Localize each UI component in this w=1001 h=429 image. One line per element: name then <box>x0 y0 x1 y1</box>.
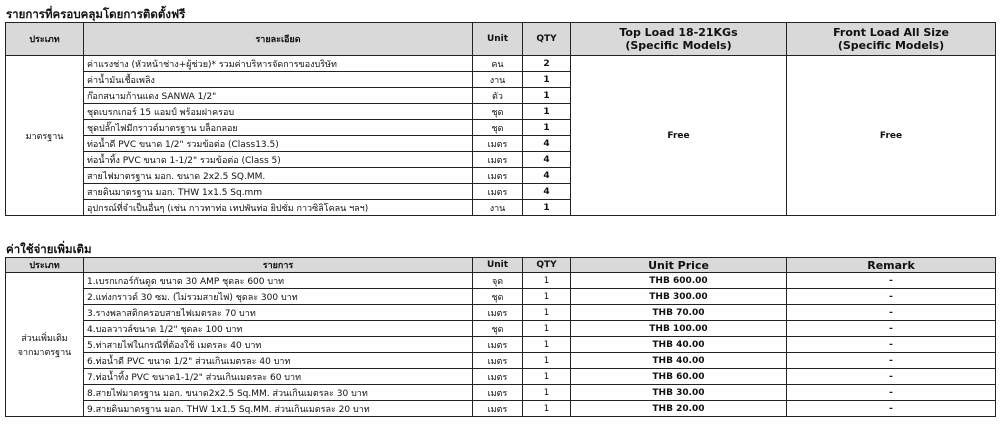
header-top-load-line2: (Specific Models) <box>625 39 732 52</box>
detail-cell: ชุดปลั๊กไฟมีกราวด์มาตรฐาน บล็อกลอย <box>84 120 473 136</box>
table-row <box>6 369 996 385</box>
unit-cell: เมตร <box>473 305 523 321</box>
unit-cell: เมตร <box>473 168 523 184</box>
table-row <box>6 401 996 417</box>
qty-cell: 1 <box>523 88 571 104</box>
qty-cell: 1 <box>523 369 571 385</box>
detail-cell: สายไฟมาตรฐาน มอก. ขนาด 2x2.5 SQ.MM. <box>84 168 473 184</box>
qty-cell: 4 <box>523 152 571 168</box>
qty-cell: 1 <box>523 273 571 289</box>
front-load-value: Free <box>787 56 996 216</box>
qty-cell: 1 <box>523 305 571 321</box>
price-cell: THB 40.00 <box>571 353 787 369</box>
qty-cell: 1 <box>523 385 571 401</box>
unit-cell: ชุด <box>473 104 523 120</box>
top-load-value: Free <box>571 56 787 216</box>
item-cell: 6.ท่อน้ำดี PVC ขนาด 1/2" ส่วนเกินเมตรละ 40 บาท <box>84 353 473 369</box>
unit-cell: เมตร <box>473 337 523 353</box>
unit-cell: ชุด <box>473 321 523 337</box>
detail-cell: อุปกรณ์ที่จำเป็นอื่นๆ (เช่น กาวทาท่อ เทปพันท่อ ยิปซั่ม กาวซิลิโคลน ฯลฯ) <box>84 200 473 216</box>
unit-cell: งาน <box>473 72 523 88</box>
remark-cell: - <box>787 321 996 337</box>
unit-cell: ตัว <box>473 88 523 104</box>
remark-cell: - <box>787 385 996 401</box>
table-header-row <box>6 258 996 273</box>
item-cell: 4.บอลวาวล์ขนาด 1/2" ชุดละ 100 บาท <box>84 321 473 337</box>
remark-cell: - <box>787 369 996 385</box>
qty-cell: 2 <box>523 56 571 72</box>
price-cell: THB 20.00 <box>571 401 787 417</box>
table-row <box>6 337 996 353</box>
qty-cell: 1 <box>523 401 571 417</box>
item-cell: 1.เบรกเกอร์กันดูด ขนาด 30 AMP ชุดละ 600 บาท <box>84 273 473 289</box>
category-cell <box>6 273 84 417</box>
header-unit-price: Unit Price <box>571 258 787 273</box>
item-cell: 5.ท่าสายไฟในกรณีที่ต้องใช้ เมตรละ 40 บาท <box>84 337 473 353</box>
detail-cell: ก๊อกสนามก้านแดง SANWA 1/2" <box>84 88 473 104</box>
unit-cell: เมตร <box>473 369 523 385</box>
table-row <box>6 353 996 369</box>
category-cell: มาตรฐาน <box>6 56 84 216</box>
price-cell: THB 40.00 <box>571 337 787 353</box>
qty-cell: 1 <box>523 337 571 353</box>
detail-cell: ค่าน้ำมันเชื้อเพลิง <box>84 72 473 88</box>
header-top-load <box>571 23 787 56</box>
unit-cell: ชุด <box>473 289 523 305</box>
additional-cost-table <box>5 257 996 417</box>
section2-title: ค่าใช้จ่ายเพิ่มเติม <box>6 242 92 256</box>
unit-cell: เมตร <box>473 401 523 417</box>
unit-cell: เมตร <box>473 184 523 200</box>
table-row <box>6 305 996 321</box>
unit-cell: เมตร <box>473 136 523 152</box>
qty-cell: 4 <box>523 168 571 184</box>
price-cell: THB 300.00 <box>571 289 787 305</box>
qty-cell: 1 <box>523 289 571 305</box>
item-cell: 3.รางพลาสติกครอบสายไฟเมตรละ 70 บาท <box>84 305 473 321</box>
unit-cell: เมตร <box>473 152 523 168</box>
qty-cell: 1 <box>523 200 571 216</box>
item-cell: 9.สายดินมาตรฐาน มอก. THW 1x1.5 Sq.MM. ส่วนเกินเมตรละ 20 บาท <box>84 401 473 417</box>
price-cell: THB 100.00 <box>571 321 787 337</box>
qty-cell: 4 <box>523 184 571 200</box>
unit-cell: เมตร <box>473 353 523 369</box>
remark-cell: - <box>787 337 996 353</box>
category-line1: ส่วนเพิ่มเติม <box>21 333 68 344</box>
table-row <box>6 289 996 305</box>
detail-cell: ชุดเบรกเกอร์ 15 แอมป์ พร้อมฝาครอบ <box>84 104 473 120</box>
unit-cell: ชุด <box>473 120 523 136</box>
remark-cell: - <box>787 289 996 305</box>
remark-cell: - <box>787 305 996 321</box>
detail-cell: ท่อน้ำทิ้ง PVC ขนาด 1-1/2" รวมข้อต่อ (Class 5) <box>84 152 473 168</box>
remark-cell: - <box>787 273 996 289</box>
item-cell: 8.สายไฟมาตรฐาน มอก. ขนาด2x2.5 Sq.MM. ส่วนเกินเมตรละ 30 บาท <box>84 385 473 401</box>
item-cell: 7.ท่อน้ำทิ้ง PVC ขนาด1-1/2" ส่วนเกินเมตรละ 60 บาท <box>84 369 473 385</box>
qty-cell: 1 <box>523 353 571 369</box>
header-remark: Remark <box>787 258 996 273</box>
detail-cell: ท่อน้ำดี PVC ขนาด 1/2" รวมข้อต่อ (Class13.5) <box>84 136 473 152</box>
qty-cell: 4 <box>523 136 571 152</box>
header-item: รายการ <box>84 258 473 273</box>
header-qty: QTY <box>523 258 571 273</box>
header-type: ประเภท <box>6 23 84 56</box>
price-cell: THB 30.00 <box>571 385 787 401</box>
table-row <box>6 385 996 401</box>
header-front-load <box>787 23 996 56</box>
table-row <box>6 321 996 337</box>
header-detail: รายละเอียด <box>84 23 473 56</box>
price-cell: THB 70.00 <box>571 305 787 321</box>
table-row <box>6 56 996 72</box>
qty-cell: 1 <box>523 120 571 136</box>
qty-cell: 1 <box>523 104 571 120</box>
header-top-load-line1: Top Load 18-21KGs <box>619 26 738 39</box>
unit-cell: เมตร <box>473 385 523 401</box>
table-header-row <box>6 23 996 56</box>
header-front-load-line1: Front Load All Size <box>833 26 949 39</box>
header-qty: QTY <box>523 23 571 56</box>
section1-title: รายการที่ครอบคลุมโดยการติดตั้งฟรี <box>6 7 186 21</box>
detail-cell: สายดินมาตรฐาน มอก. THW 1x1.5 Sq.mm <box>84 184 473 200</box>
unit-cell: คน <box>473 56 523 72</box>
qty-cell: 1 <box>523 321 571 337</box>
item-cell: 2.แท่งกราวด์ 30 ซม. (ไม่รวมสายไฟ) ชุดละ 300 บาท <box>84 289 473 305</box>
remark-cell: - <box>787 353 996 369</box>
unit-cell: จุด <box>473 273 523 289</box>
qty-cell: 1 <box>523 72 571 88</box>
remark-cell: - <box>787 401 996 417</box>
free-installation-table <box>5 22 996 216</box>
table-row <box>6 273 996 289</box>
category-line2: จากมาตรฐาน <box>17 347 72 358</box>
price-cell: THB 60.00 <box>571 369 787 385</box>
detail-cell: ค่าแรงช่าง (หัวหน้าช่าง+ผู้ช่วย)* รวมค่าบริหารจัดการของบริษัท <box>84 56 473 72</box>
header-front-load-line2: (Specific Models) <box>837 39 945 52</box>
header-type: ประเภท <box>6 258 84 273</box>
header-unit: Unit <box>473 23 523 56</box>
header-unit: Unit <box>473 258 523 273</box>
price-cell: THB 600.00 <box>571 273 787 289</box>
unit-cell: งาน <box>473 200 523 216</box>
